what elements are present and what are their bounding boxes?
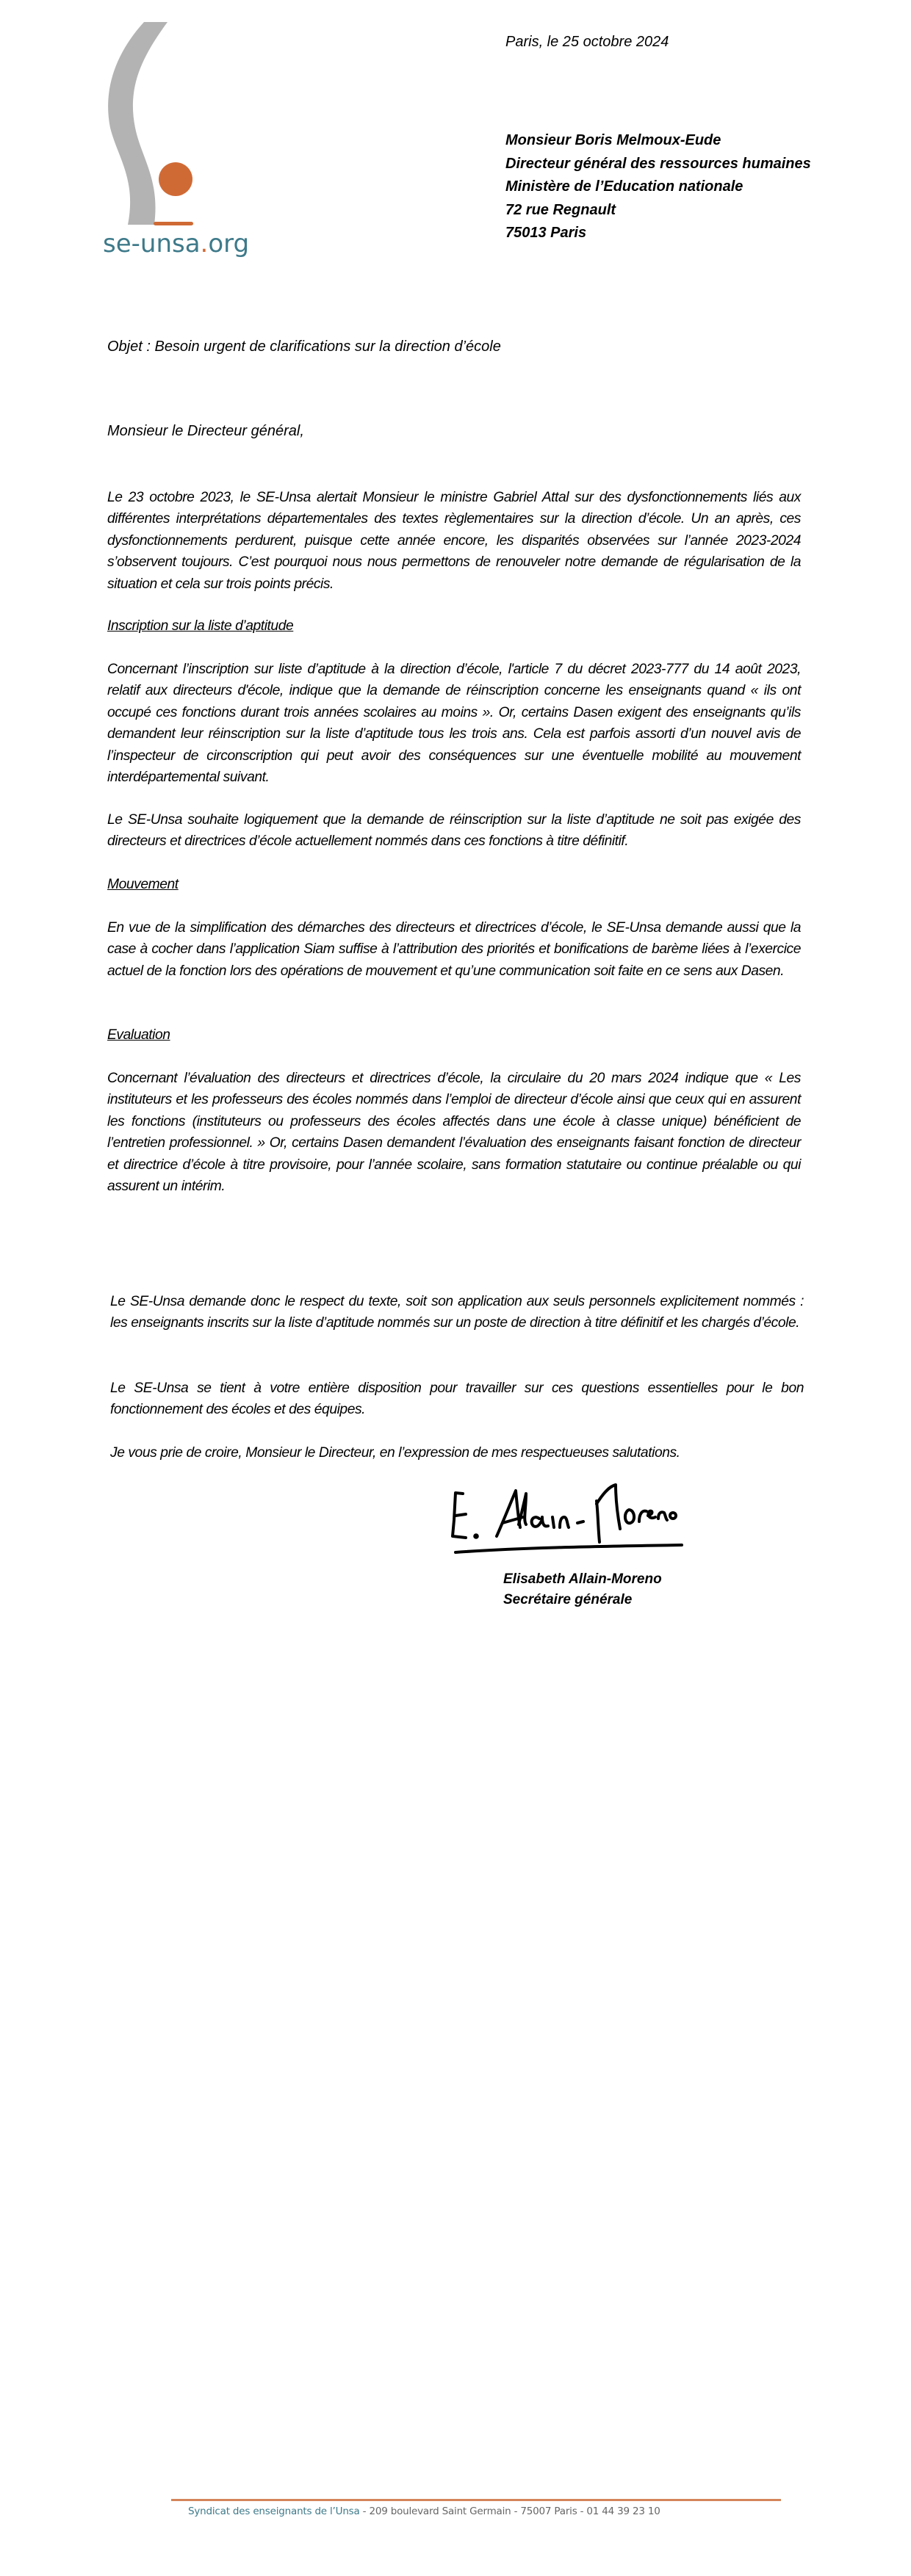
- recipient-name: Monsieur Boris Melmoux-Eude: [505, 132, 721, 148]
- section-heading-mouvement: Mouvement: [107, 877, 179, 892]
- section-heading-liste-aptitude: Inscription sur la liste d’aptitude: [107, 618, 294, 634]
- logo-s-curve: [108, 22, 168, 225]
- recipient-address: [505, 129, 811, 245]
- closing-paragraph: Le SE-Unsa se tient à votre entière disposition pour travailler sur ces questions essentielles pour le bon fonctionnement des écoles et des équipes.: [110, 1381, 804, 1418]
- logo-text-tld: org: [208, 229, 250, 258]
- se-unsa-logo: [100, 18, 254, 267]
- footer-divider: [171, 2499, 781, 2501]
- footer-details: - 209 boulevard Saint Germain - 75007 Paris - 01 44 39 23 10: [359, 2506, 660, 2517]
- recipient-city: 75013 Paris: [505, 225, 587, 241]
- recipient-title: Directeur général des ressources humaines: [505, 155, 811, 172]
- signer-block: [503, 1569, 662, 1610]
- place-date: Paris, le 25 octobre 2024: [505, 34, 669, 50]
- intro-paragraph: Le 23 octobre 2023, le SE-Unsa alertait Monsieur le ministre Gabriel Attal sur des dysfonctionnements liés aux différentes interprétations départementales des textes règlementaires sur la direction d’école. Un an après, ces dysfonctionnements perdurent, puisque cette année encore, les disparités observées sur l’année 2023-2024 s’observent toujours. C’est pourquoi nous nous permettons de renouveler notre demande de régularisation de la situation et cela sur trois points précis.: [107, 490, 801, 592]
- letter-salutation: Monsieur le Directeur général,: [107, 423, 304, 439]
- closing-paragraph: Le SE-Unsa demande donc le respect du texte, soit son application aux seuls personnels explicitement nommés : les enseignants inscrits sur la liste d’aptitude nommés sur un poste de direction à titre définitif et les chargés d’école.: [110, 1294, 804, 1331]
- signature-icon: [441, 1476, 691, 1557]
- logo-mark-icon: [100, 18, 254, 231]
- recipient-organization: Ministère de l’Education nationale: [505, 178, 743, 195]
- handwritten-signature: [441, 1476, 691, 1557]
- section-paragraph: Le SE-Unsa souhaite logiquement que la demande de réinscription sur la liste d’aptitude ne soit pas exigée des directeurs et directrices d’école actuellement nommés dans ces fonctions à titre définitif.: [107, 812, 801, 850]
- section-heading-evaluation: Evaluation: [107, 1027, 170, 1043]
- signer-title: Secrétaire générale: [503, 1592, 633, 1607]
- logo-text-main: se-unsa: [103, 229, 201, 258]
- footer: [188, 2506, 660, 2517]
- section-paragraph: Concernant l’évaluation des directeurs et directrices d’école, la circulaire du 20 mars 2024 indique que « Les instituteurs et les professeurs des écoles nommés dans l’emploi de directeur d’école ainsi que ceux qui en assurent les fonctions (instituteurs ou professeurs des écoles affectés dans une école à classe unique) bénéficient de l’entretien professionnel. » Or, certains Dasen demandent l’évaluation des enseignants faisant fonction de directeur et directrice d’école à titre provisoire, pour l’année scolaire, sans formation statutaire ou continue préalable ou qui assurent un intérim.: [107, 1071, 801, 1195]
- section-paragraph: En vue de la simplification des démarches des directeurs et directrices d’école, le SE-Unsa demande aussi que la case à cocher dans l’application Siam suffise à l’attribution des priorités et bonifications de barème liées à l’exercice actuel de la fonction lors des opérations de mouvement et qu’une communication soit faite en ce sens aux Dasen.: [107, 920, 801, 979]
- letter-subject: Objet : Besoin urgent de clarifications sur la direction d’école: [107, 339, 501, 355]
- logo-dash: [154, 222, 193, 225]
- footer-organization: Syndicat des enseignants de l’Unsa: [188, 2506, 360, 2517]
- logo-wordmark: [103, 229, 249, 258]
- signer-name: Elisabeth Allain-Moreno: [503, 1571, 662, 1587]
- recipient-street: 72 rue Regnault: [505, 201, 616, 218]
- logo-text-dot: .: [200, 229, 209, 258]
- section-paragraph: Concernant l’inscription sur liste d’aptitude à la direction d’école, l'article 7 du décret 2023-777 du 14 août 2023, relatif aux directeurs d'école, indique que la demande de réinscription concerne les enseignants quand « ils ont occupé ces fonctions durant trois années scolaires au moins ». Or, certains Dasen exigent des enseignants qu’ils demandent leur réinscription sur la liste d’aptitude tous les trois ans. Cela est parfois assorti d’un nouvel avis de l’inspecteur de circonscription qui peut avoir des conséquences sur une éventuelle mobilité au mouvement interdépartemental suivant.: [107, 662, 801, 786]
- logo-dot: [159, 162, 192, 196]
- closing-formula: Je vous prie de croire, Monsieur le Directeur, en l’expression de mes respectueuses salutations.: [110, 1445, 680, 1461]
